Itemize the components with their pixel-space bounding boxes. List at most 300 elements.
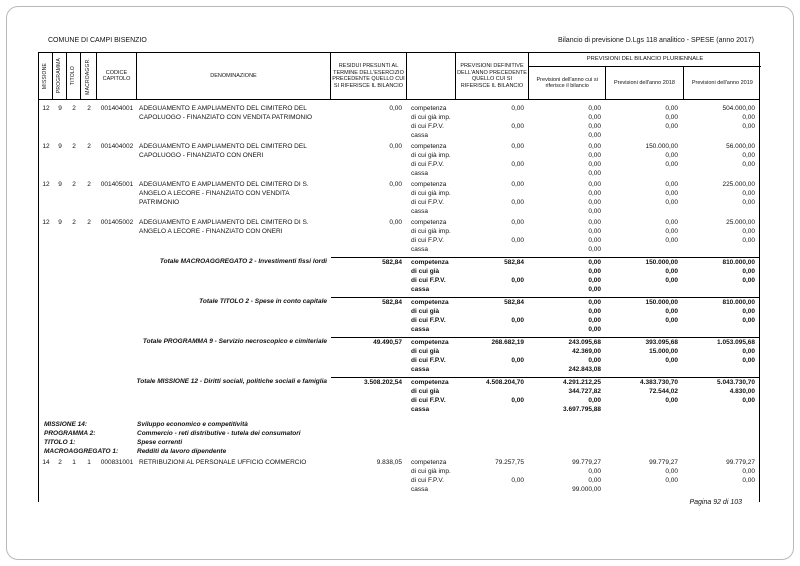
- amount: 79.257,75: [495, 459, 524, 466]
- amount: 99.779,27: [572, 459, 601, 466]
- cell-missione: 12: [42, 105, 50, 112]
- cell-denominazione: RETRIBUZIONI AL PERSONALE UFFICIO COMMERCIO: [139, 459, 307, 466]
- cell-anno-2019: [684, 377, 759, 414]
- amount: [331, 365, 402, 374]
- amount: 0,00: [665, 190, 678, 197]
- cell-anno-2019: [684, 180, 759, 216]
- col-header-titolo-label: TITOLO: [70, 66, 77, 86]
- amount: 0,00: [588, 228, 601, 235]
- amount: [331, 189, 402, 198]
- col-header-titolo: [67, 53, 81, 99]
- cell-codice-capitolo: 001404001: [100, 105, 134, 112]
- amount: 4.830,00: [729, 388, 755, 395]
- amount: 0,00: [742, 317, 755, 324]
- amount: [331, 198, 402, 207]
- amount: 0,00: [742, 277, 755, 284]
- cell-voce: [407, 104, 456, 140]
- cell-anno-riferimento: [529, 142, 607, 178]
- cell-anno-2018: [607, 142, 684, 178]
- amount: 810.000,00: [722, 259, 755, 266]
- cell-residui: [331, 297, 407, 334]
- cell-denominazione: ADEGUAMENTO E AMPLIAMENTO DEL CIMITERO DI S. ANGELO A LECORE - FINANZIATO CON VENDITA PATRIMONIO: [139, 181, 309, 206]
- amount: [331, 485, 402, 494]
- cell-titolo: 2: [72, 219, 76, 226]
- cell-residui: [331, 104, 407, 140]
- cell-anno-riferimento: [529, 104, 607, 140]
- amount: [684, 285, 755, 294]
- cell-previsioni-definitive: [456, 458, 529, 494]
- cell-programma: 9: [58, 143, 62, 150]
- amount: 0,00: [511, 317, 524, 324]
- amount: 150.000,00: [645, 259, 678, 266]
- cell-previsioni-definitive: [456, 142, 529, 178]
- amount: [607, 131, 678, 140]
- amount: [684, 365, 755, 374]
- amount: 0,00: [389, 143, 402, 150]
- cell-anno-2019: [684, 458, 759, 494]
- amount: 0,00: [665, 477, 678, 484]
- cell-macroaggregato: 2: [87, 219, 91, 226]
- amount: [456, 325, 524, 334]
- amount: 0,00: [665, 105, 678, 112]
- budget-table: [38, 52, 760, 502]
- amount: 0,00: [511, 123, 524, 130]
- cell-voce: [407, 180, 456, 216]
- amount: 0,00: [588, 246, 601, 253]
- amount: 0,00: [588, 114, 601, 121]
- cell-voce: [407, 377, 456, 414]
- cell-titolo: 2: [72, 181, 76, 188]
- amount: 150.000,00: [645, 299, 678, 306]
- col-header-previsioni-definitive: PREVISIONI DEFINITIVE DELL'ANNO PRECEDENTE QUELLO CUI SI RIFERISCE IL BILANCIO: [456, 53, 529, 99]
- cell-voce: [407, 142, 456, 178]
- amount: 0,00: [665, 123, 678, 130]
- line-label: di cui F.P.V.: [411, 277, 446, 284]
- amount: [607, 365, 678, 374]
- amount: 4.291.212,25: [563, 379, 601, 386]
- amount: [607, 485, 678, 494]
- col-header-pluriennale: [529, 53, 761, 99]
- cell-previsioni-definitive: [456, 297, 529, 334]
- col-header-residui-presunti: RESIDUI PRESUNTI AL TERMINE DELL'ESERCIZIO PRECEDENTE QUELLO CUI SI RIFERISCE IL BILANCIO: [331, 53, 407, 99]
- amount: [607, 245, 678, 254]
- line-label: competenza: [411, 379, 449, 386]
- cell-programma: 9: [58, 219, 62, 226]
- amount: [331, 467, 402, 476]
- amount: 0,00: [588, 161, 601, 168]
- amount: 0,00: [665, 268, 678, 275]
- amount: 42.369,00: [572, 348, 601, 355]
- amount: 0,00: [511, 477, 524, 484]
- line-label: di cui F.P.V.: [411, 357, 446, 364]
- amount: [607, 405, 678, 414]
- col-header-pluriennale-title: PREVISIONI DEL BILANCIO PLURIENNALE: [529, 53, 761, 67]
- line-label: cassa: [411, 406, 430, 413]
- amount: [331, 476, 402, 485]
- amount: [456, 405, 524, 414]
- line-label: di cui già: [411, 308, 440, 315]
- cell-anno-riferimento: [529, 377, 607, 414]
- cell-residui: [331, 377, 407, 414]
- amount: 0,00: [742, 199, 755, 206]
- section-label: TITOLO 1:: [44, 439, 76, 446]
- amount: [456, 267, 524, 276]
- cell-residui: [331, 142, 407, 178]
- amount: [331, 151, 402, 160]
- amount: 150.000,00: [645, 143, 678, 150]
- cell-voce: [407, 218, 456, 254]
- line-label: cassa: [411, 208, 428, 215]
- amount: [331, 285, 402, 294]
- section-description: Commercio - reti distributive - tutela dei consumatori: [137, 430, 301, 437]
- amount: 0,00: [588, 199, 601, 206]
- amount: 1.053.095,68: [717, 339, 755, 346]
- amount: 0,00: [588, 208, 601, 215]
- amount: 0,00: [665, 468, 678, 475]
- section-label: MISSIONE 14:: [44, 421, 87, 428]
- amount: [456, 151, 524, 160]
- cell-missione: 12: [42, 181, 50, 188]
- col-header-denominazione: DENOMINAZIONE: [137, 53, 331, 99]
- amount: [607, 169, 678, 178]
- amount: 582,84: [382, 299, 402, 306]
- line-label: di cui già imp.: [411, 468, 451, 475]
- cell-macroaggregato: 2: [87, 105, 91, 112]
- amount: 0,00: [742, 228, 755, 235]
- cell-residui: [331, 218, 407, 254]
- col-header-macroaggregato-label: MACROAGGR.: [85, 57, 92, 95]
- amount: 0,00: [742, 114, 755, 121]
- cell-previsioni-definitive: [456, 337, 529, 374]
- cell-residui: [331, 257, 407, 294]
- amount: 15.000,00: [649, 348, 678, 355]
- line-label: cassa: [411, 170, 428, 177]
- amount: 0,00: [742, 397, 755, 404]
- table-body: [38, 100, 760, 502]
- amount: [331, 131, 402, 140]
- line-label: di cui F.P.V.: [411, 123, 444, 130]
- amount: 0,00: [588, 299, 601, 306]
- amount: [331, 307, 402, 316]
- amount: 0,00: [588, 143, 601, 150]
- amount: 3.697.795,88: [563, 406, 601, 413]
- amount: 0,00: [588, 219, 601, 226]
- amount: 0,00: [665, 181, 678, 188]
- cell-anno-2019: [684, 218, 759, 254]
- cell-macroaggregato: 2: [87, 181, 91, 188]
- amount: [331, 207, 402, 216]
- report-title: Bilancio di previsione D.Lgs 118 analitico - SPESE (anno 2017): [558, 37, 754, 44]
- amount: 4.508.204,70: [486, 379, 524, 386]
- amount: [331, 267, 402, 276]
- cell-missione: 12: [42, 143, 50, 150]
- cell-anno-2019: [684, 104, 759, 140]
- amount: 0,00: [665, 237, 678, 244]
- amount: 25.000,00: [726, 219, 755, 226]
- line-label: competenza: [411, 339, 449, 346]
- section-description: Spese correnti: [137, 439, 183, 446]
- cell-anno-2018: [607, 458, 684, 494]
- amount: [684, 325, 755, 334]
- amount: 0,00: [742, 468, 755, 475]
- amount: 0,00: [742, 190, 755, 197]
- capitolo-row: [39, 458, 759, 494]
- amount: 0,00: [588, 181, 601, 188]
- col-header-macroaggregato: [81, 53, 97, 99]
- cell-anno-riferimento: [529, 458, 607, 494]
- amount: 99.779,27: [726, 459, 755, 466]
- amount: 582,84: [504, 299, 524, 306]
- amount: 0,00: [588, 477, 601, 484]
- col-header-anno-2019: Previsioni dell'anno 2019: [691, 79, 753, 86]
- total-row: [39, 257, 759, 294]
- line-label: di cui F.P.V.: [411, 161, 444, 168]
- cell-anno-riferimento: [529, 297, 607, 334]
- cell-previsioni-definitive: [456, 180, 529, 216]
- amount: 0,00: [511, 277, 524, 284]
- amount: [331, 387, 402, 396]
- cell-anno-2019: [684, 257, 759, 294]
- line-label: di cui già imp.: [411, 228, 451, 235]
- cell-macroaggregato: 1: [87, 459, 91, 466]
- col-header-voce: [407, 53, 456, 99]
- line-label: di cui F.P.V.: [411, 477, 444, 484]
- line-label: cassa: [411, 246, 428, 253]
- amount: [331, 169, 402, 178]
- amount: 0,00: [588, 170, 601, 177]
- section-labels: [39, 420, 137, 456]
- cell-anno-2019: [684, 297, 759, 334]
- amount: [331, 405, 402, 414]
- col-header-missione: [39, 53, 53, 99]
- amount: 0,00: [665, 199, 678, 206]
- amount: 242.843,08: [568, 366, 601, 373]
- cell-anno-riferimento: [529, 337, 607, 374]
- amount: [456, 485, 524, 494]
- amount: 0,00: [588, 326, 601, 333]
- amount: [456, 189, 524, 198]
- cell-anno-2018: [607, 218, 684, 254]
- amount: [456, 365, 524, 374]
- cell-anno-2018: [607, 180, 684, 216]
- cell-anno-2018: [607, 377, 684, 414]
- amount: 268.682,19: [491, 339, 524, 346]
- line-label: cassa: [411, 132, 428, 139]
- amount: 5.043.730,70: [717, 379, 755, 386]
- amount: [684, 169, 755, 178]
- cell-codice-capitolo: 001404002: [100, 143, 134, 150]
- amount: 72.544,02: [649, 388, 678, 395]
- amount: [607, 207, 678, 216]
- amount: [456, 387, 524, 396]
- amount: [456, 169, 524, 178]
- amount: 4.383.730,70: [640, 379, 678, 386]
- cell-anno-2019: [684, 142, 759, 178]
- cell-voce: [407, 297, 456, 334]
- amount: 0,00: [665, 114, 678, 121]
- cell-anno-riferimento: [529, 257, 607, 294]
- col-header-programma: [53, 53, 67, 99]
- col-header-anno-2018: Previsioni dell'anno 2018: [606, 67, 683, 99]
- col-header-programma-label: PROGRAMMA: [56, 58, 63, 94]
- cell-anno-2018: [607, 257, 684, 294]
- line-label: di cui F.P.V.: [411, 397, 446, 404]
- amount: 0,00: [588, 286, 601, 293]
- amount: 0,00: [588, 259, 601, 266]
- amount: [684, 207, 755, 216]
- amount: [684, 131, 755, 140]
- col-header-pluriennale-subcolumns: [529, 67, 761, 99]
- cell-codice-capitolo: 001405001: [100, 181, 134, 188]
- capitolo-row: [39, 104, 759, 140]
- line-label: di cui F.P.V.: [411, 199, 444, 206]
- amount: 0,00: [588, 277, 601, 284]
- amount: [331, 356, 402, 365]
- cell-anno-2018: [607, 104, 684, 140]
- amount: [331, 160, 402, 169]
- cell-previsioni-definitive: [456, 218, 529, 254]
- amount: 0,00: [742, 123, 755, 130]
- amount: 0,00: [588, 123, 601, 130]
- cell-anno-riferimento: [529, 180, 607, 216]
- capitolo-row: [39, 180, 759, 216]
- amount: [331, 316, 402, 325]
- amount: [456, 131, 524, 140]
- amount: 0,00: [742, 477, 755, 484]
- total-label: Totale MISSIONE 12 - Diritti sociali, politiche sociali e famiglia: [136, 378, 327, 385]
- amount: [684, 245, 755, 254]
- col-header-missione-label: MISSIONE: [42, 62, 49, 90]
- table-header: [38, 52, 760, 100]
- amount: 0,00: [665, 228, 678, 235]
- amount: [456, 245, 524, 254]
- amount: 49.490,57: [373, 339, 402, 346]
- amount: 0,00: [588, 132, 601, 139]
- cell-previsioni-definitive: [456, 377, 529, 414]
- cell-codice-capitolo: 001405002: [100, 219, 134, 226]
- amount: [331, 276, 402, 285]
- amount: [331, 325, 402, 334]
- cell-titolo: 1: [72, 459, 76, 466]
- amount: 243.095,68: [568, 339, 601, 346]
- amount: 0,00: [511, 161, 524, 168]
- amount: 0,00: [588, 317, 601, 324]
- capitolo-row: [39, 218, 759, 254]
- amount: [331, 245, 402, 254]
- amount: 0,00: [665, 219, 678, 226]
- line-label: competenza: [411, 181, 447, 188]
- amount: [331, 347, 402, 356]
- line-label: cassa: [411, 326, 430, 333]
- amount: 9.838,05: [376, 459, 402, 466]
- cell-anno-2018: [607, 297, 684, 334]
- amount: 0,00: [742, 357, 755, 364]
- amount: 393.095,68: [645, 339, 678, 346]
- amount: 0,00: [588, 105, 601, 112]
- amount: 0,00: [511, 237, 524, 244]
- cell-titolo: 2: [72, 143, 76, 150]
- cell-residui: [331, 458, 407, 494]
- total-label: Totale PROGRAMMA 9 - Servizio necroscopico e cimiteriale: [142, 338, 327, 345]
- line-label: cassa: [411, 486, 428, 493]
- amount: [331, 122, 402, 131]
- amount: 0,00: [511, 219, 524, 226]
- amount: 0,00: [389, 219, 402, 226]
- line-label: di cui F.P.V.: [411, 317, 446, 324]
- line-label: competenza: [411, 143, 447, 150]
- amount: 582,84: [382, 259, 402, 266]
- amount: [331, 396, 402, 405]
- amount: 0,00: [511, 397, 524, 404]
- amount: 504.000,00: [722, 105, 755, 112]
- capitolo-row: [39, 142, 759, 178]
- amount: 0,00: [742, 237, 755, 244]
- cell-residui: [331, 337, 407, 374]
- amount: 0,00: [511, 143, 524, 150]
- line-label: competenza: [411, 219, 447, 226]
- cell-missione: 12: [42, 219, 50, 226]
- amount: 0,00: [665, 277, 678, 284]
- cell-denominazione: ADEGUAMENTO E AMPLIAMENTO DEL CIMITERO DI S. ANGELO A LECORE - FINANZIATO CON ONERI: [139, 219, 309, 235]
- cell-voce: [407, 337, 456, 374]
- cell-codice-capitolo: 000831001: [100, 459, 134, 466]
- line-label: di cui F.P.V.: [411, 237, 444, 244]
- amount: 0,00: [511, 199, 524, 206]
- amount: 0,00: [588, 468, 601, 475]
- total-row: [39, 337, 759, 374]
- line-label: di cui già imp.: [411, 190, 451, 197]
- cell-previsioni-definitive: [456, 257, 529, 294]
- amount: [607, 325, 678, 334]
- amount: 0,00: [665, 152, 678, 159]
- line-label: di cui già: [411, 348, 440, 355]
- section-descriptions: [137, 420, 759, 456]
- amount: 0,00: [511, 181, 524, 188]
- line-label: di cui già imp.: [411, 152, 451, 159]
- amount: [456, 467, 524, 476]
- cell-programma: 2: [58, 459, 62, 466]
- section-header: [39, 420, 759, 456]
- cell-residui: [331, 180, 407, 216]
- amount: [456, 285, 524, 294]
- amount: 0,00: [588, 357, 601, 364]
- cell-programma: 9: [58, 181, 62, 188]
- amount: 3.508.202,54: [364, 379, 402, 386]
- line-label: cassa: [411, 286, 430, 293]
- amount: [456, 113, 524, 122]
- amount: 0,00: [389, 181, 402, 188]
- amount: 0,00: [665, 161, 678, 168]
- cell-macroaggregato: 2: [87, 143, 91, 150]
- amount: [456, 207, 524, 216]
- page-number: Pagina 92 di 103: [689, 499, 742, 506]
- amount: 582,84: [504, 259, 524, 266]
- amount: 56.000,00: [726, 143, 755, 150]
- amount: 0,00: [665, 317, 678, 324]
- amount: [331, 113, 402, 122]
- amount: 99.000,00: [572, 486, 601, 493]
- line-label: di cui già: [411, 388, 440, 395]
- amount: [456, 227, 524, 236]
- amount: 0,00: [511, 105, 524, 112]
- line-label: competenza: [411, 259, 449, 266]
- amount: [684, 405, 755, 414]
- amount: 0,00: [742, 268, 755, 275]
- line-label: di cui già: [411, 268, 440, 275]
- amount: [331, 236, 402, 245]
- cell-denominazione: ADEGUAMENTO E AMPLIAMENTO DEL CIMITERO DEL CAPOLUOGO - FINANZIATO CON VENDITA PATRIMONIO: [139, 105, 313, 121]
- org-name: COMUNE DI CAMPI BISENZIO: [48, 37, 147, 44]
